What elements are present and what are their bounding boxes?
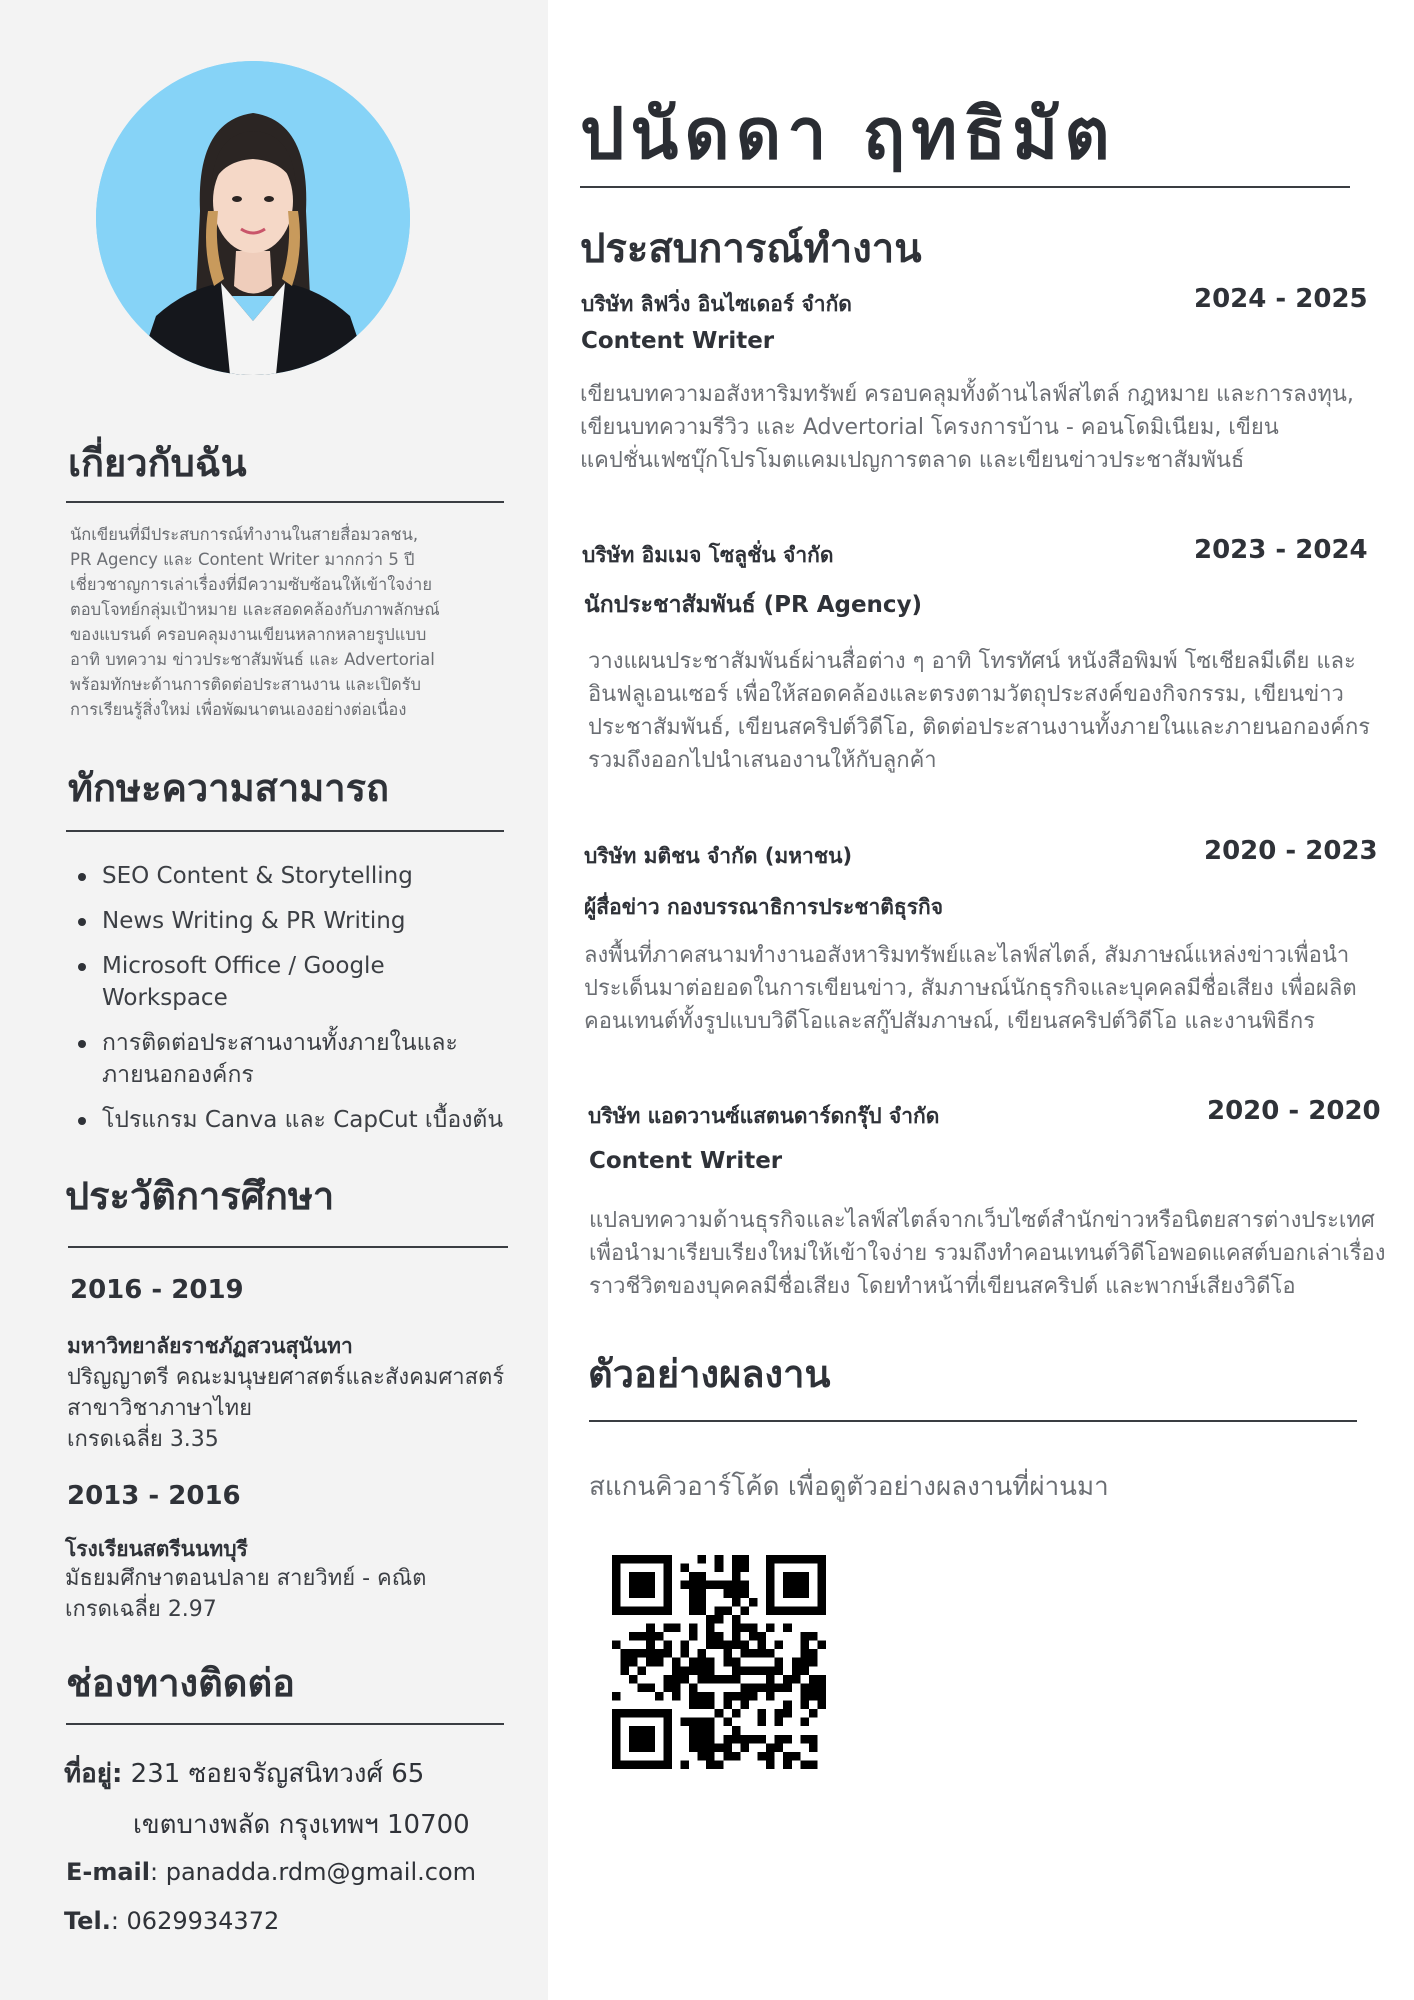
education-line: สาขาวิชาภาษาไทย [67,1396,252,1421]
job-line: เขียนบทความรีวิว และ Advertorial โครงการบ้าน - คอนโดมิเนียม, เขียน [580,415,1279,440]
contact-address: ที่อยู่: 231 ซอยจรัญสนิทวงศ์ 65 [64,1759,425,1789]
job-company: บริษัท มติชน จำกัด (มหาชน) [584,844,853,868]
job-company: บริษัท ลิฟวิ่ง อินไซเดอร์ จำกัด [581,292,852,316]
skills-list [70,860,510,1149]
education-details [65,1563,426,1625]
job-years: 2020 - 2023 [1204,836,1378,866]
skill-text: SEO Content & Storytelling [102,863,413,889]
contact-divider [66,1723,504,1725]
portfolio-caption: สแกนคิวอาร์โค้ด เพื่อดูตัวอย่างผลงานที่ผ่านมา [589,1472,1109,1502]
name-divider [580,186,1350,188]
job-years: 2024 - 2025 [1194,284,1368,314]
profile-photo [96,61,410,375]
job-line: วางแผนประชาสัมพันธ์ผ่านสื่อต่าง ๆ อาทิ โทรทัศน์ หนังสือพิมพ์ โซเชียลมีเดีย และ [588,649,1356,674]
job-line: ลงพื้นที่ภาคสนามทำงานอสังหาริมทรัพย์และไลฟ์สไตล์, สัมภาษณ์แหล่งข่าวเพื่อนำ [584,943,1350,968]
education-divider [68,1246,508,1248]
education-details [67,1362,504,1455]
education-years: 2013 - 2016 [67,1481,241,1511]
education-line: มัธยมศึกษาตอนปลาย สายวิทย์ - คณิต [65,1566,427,1591]
education-line: ปริญญาตรี คณะมนุษยศาสตร์และสังคมศาสตร์ [67,1365,505,1390]
about-line: อาทิ บทความ ข่าวประชาสัมพันธ์ และ Advertorial [70,650,435,669]
job-line: ประชาสัมพันธ์, เขียนสคริปต์วิดีโอ, ติดต่อประสานงานทั้งภายในและภายนอกองค์กร [588,715,1371,740]
qr-code-icon [612,1555,826,1769]
skill-text: Microsoft Office / Google [102,953,385,979]
education-years: 2016 - 2019 [70,1275,244,1305]
education-line: เกรดเฉลี่ย 2.97 [65,1597,217,1622]
job-line: แปลบทความด้านธุรกิจและไลฟ์สไตล์จากเว็บไซต์สำนักข่าวหรือนิตยสารต่างประเทศ [589,1208,1375,1233]
skill-text: Workspace [102,985,228,1011]
skill-text: การติดต่อประสานงานทั้งภายในและ [102,1030,458,1056]
job-line: เขียนบทความอสังหาริมทรัพย์ ครอบคลุมทั้งด้านไลฟ์สไตล์ กฎหมาย และการลงทุน, [580,382,1354,407]
portfolio-title: ตัวอย่างผลงาน [588,1352,831,1396]
skill-text: ภายนอกองค์กร [102,1062,254,1088]
about-line: ตอบโจทย์กลุ่มเป้าหมาย และสอดคล้องกับภาพลักษณ์ [70,600,440,619]
about-line: นักเขียนที่มีประสบการณ์ทำงานในสายสื่อมวลชน, [70,525,419,544]
contact-email: E-mail: panadda.rdm@gmail.com [66,1858,476,1886]
education-line: เกรดเฉลี่ย 3.35 [67,1427,219,1452]
skill-item [70,950,510,1014]
job-company: บริษัท อิมเมจ โซลูชั่น จำกัด [582,543,834,567]
contact-phone: Tel.: 0629934372 [64,1907,280,1935]
education-school: มหาวิทยาลัยราชภัฏสวนสุนันทา [67,1334,353,1358]
tel-label: Tel. [64,1907,111,1935]
job-company: บริษัท แอดวานซ์แสตนดาร์ดกรุ๊ป จำกัด [588,1104,940,1128]
job-line: เพื่อนำมาเรียบเรียงใหม่ให้เข้าใจง่าย รวมถึงทำคอนเทนต์วิดีโอพอดแคสต์บอกเล่าเรื่อง [589,1241,1386,1266]
address-line-2: เขตบางพลัด กรุงเทพฯ 10700 [133,1810,470,1840]
tel-value[interactable]: 0629934372 [126,1907,280,1935]
address-label: ที่อยู่ [64,1759,112,1789]
about-line: พร้อมทักษะด้านการติดต่อประสานงาน และเปิดรับ [70,675,421,694]
portfolio-divider [589,1420,1357,1422]
job-line: ราวชีวิตของบุคคลมีชื่อเสียง โดยทำหน้าที่เขียนสคริปต์ และพากษ์เสียงวิดีโอ [589,1274,1296,1299]
skills-title: ทักษะความสามารถ [68,766,389,810]
job-description [589,1204,1389,1303]
job-line: คอนเทนต์ทั้งรูปแบบวิดีโอและสกู๊ปสัมภาษณ์, เขียนสคริปต์วิดีโอ และงานพิธีกร [584,1009,1316,1034]
about-line: การเรียนรู้สิ่งใหม่ เพื่อพัฒนาตนเองอย่างต่อเนื่อง [70,700,407,719]
skill-item [70,860,510,892]
about-line: ของแบรนด์ ครอบคลุมงานเขียนหลากหลายรูปแบบ [70,625,427,644]
person-avatar-icon [96,61,410,375]
email-value[interactable]: panadda.rdm@gmail.com [165,1858,476,1886]
job-years: 2023 - 2024 [1194,535,1368,565]
experience-title: ประสบการณ์ทำงาน [580,226,922,272]
email-label: E-mail [66,1858,151,1886]
skill-item [70,1104,510,1136]
job-years: 2020 - 2020 [1207,1096,1381,1126]
job-role: Content Writer [589,1148,783,1174]
job-role: นักประชาสัมพันธ์ (PR Agency) [584,592,923,618]
job-line: รวมถึงออกไปนำเสนองานให้กับลูกค้า [588,748,937,773]
skill-text: News Writing & PR Writing [102,908,406,934]
job-description [584,939,1374,1038]
skill-item [70,905,510,937]
about-divider [66,501,504,503]
job-line: แคปชั่นเฟซบุ๊กโปรโมตแคมเปญการตลาด และเขียนข่าวประชาสัมพันธ์ [580,448,1245,473]
education-title: ประวัติการศึกษา [65,1174,335,1218]
job-line: อินฟลูเอนเซอร์ เพื่อให้สอดคล้องและตรงตามวัตถุประสงค์ของกิจกรรม, เขียนข่าว [588,682,1344,707]
qr-code[interactable] [612,1555,826,1769]
contact-title: ช่องทางติดต่อ [66,1661,295,1705]
address-line-1: 231 ซอยจรัญสนิทวงศ์ 65 [130,1759,425,1789]
about-line: PR Agency และ Content Writer มากกว่า 5 ปี [70,550,415,569]
job-line: ประเด็นมาต่อยอดในการเขียนข่าว, สัมภาษณ์นักธุรกิจและบุคคลมีชื่อเสียง เพื่อผลิต [584,976,1357,1001]
job-role: ผู้สื่อข่าว กองบรรณาธิการประชาติธุรกิจ [584,895,944,919]
about-title: เกี่ยวกับฉัน [68,441,247,485]
about-line: เชี่ยวชาญการเล่าเรื่องที่มีความซับซ้อนให้เข้าใจง่าย [70,575,432,594]
candidate-name: ปนัดดา ฤทธิมัต [580,93,1116,175]
job-role: Content Writer [581,328,775,354]
education-school: โรงเรียนสตรีนนทบุรี [65,1537,248,1561]
skill-text: โปรแกรม Canva และ CapCut เบื้องต้น [102,1107,504,1133]
job-description [588,645,1378,777]
job-description [580,378,1370,477]
about-text [70,522,480,722]
skill-item [70,1027,510,1091]
skills-divider [66,830,504,832]
